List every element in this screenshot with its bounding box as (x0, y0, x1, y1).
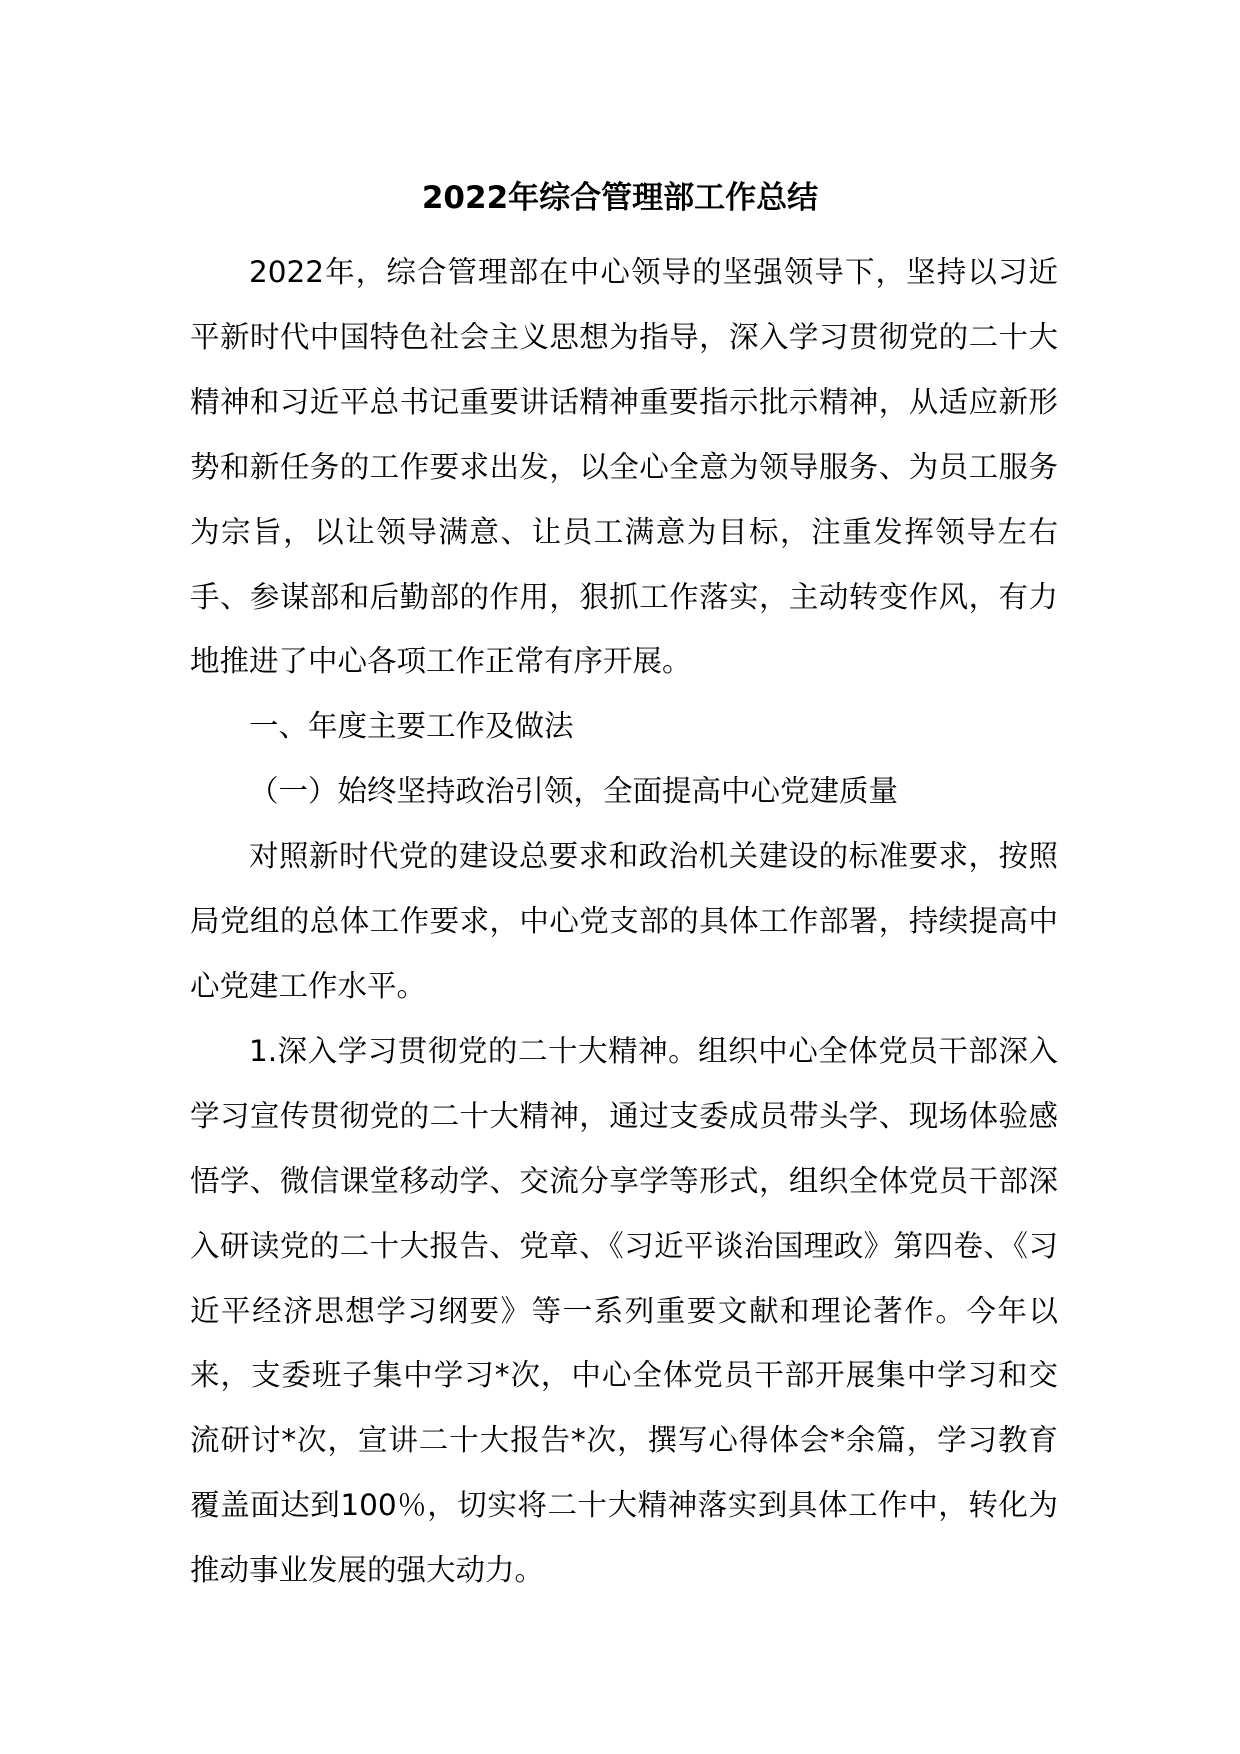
section-heading: 一、年度主要工作及做法 (249, 709, 574, 744)
body-paragraph: 1.深入学习贯彻党的二十大精神。组织中心全体党员干部深入学习宣传贯彻党的二十大精神，通过支委成员带头学、现场体验感悟学、微信课堂移动学、交流分享学等形式，组织全体党员干部深入研读党的二十大报告、党章、《习近平谈治国理政》第四卷、《习近平经济思想学习纲要》等一系列重要文献和理论著作。今年以来，支委班子集中学习*次，中心全体党员干部开展集中学习和交流研讨*次，宣讲二十大报告*次，撰写心得体会*余篇，学习教育覆盖面达到100％，切实将二十大精神落实到具体工作中，转化为推动事业发展的强大动力。 (190, 1033, 1058, 1588)
document-body (190, 240, 1058, 1603)
subsection-heading: （一）始终坚持政治引领，全面提高中心党建质量 (249, 774, 899, 809)
body-paragraph: 对照新时代党的建设总要求和政治机关建设的标准要求，按照局党组的总体工作要求，中心党支部的具体工作部署，持续提高中心党建工作水平。 (190, 839, 1058, 1003)
document-title: 2022年综合管理部工作总结 (421, 180, 819, 216)
intro-paragraph: 2022年，综合管理部在中心领导的坚强领导下，坚持以习近平新时代中国特色社会主义思想为指导，深入学习贯彻党的二十大精神和习近平总书记重要讲话精神重要指示批示精神，从适应新形势和新任务的工作要求出发，以全心全意为领导服务、为员工服务为宗旨，以让领导满意、让员工满意为目标，注重发挥领导左右手、参谋部和后勤部的作用，狠抓工作落实，主动转变作风，有力地推进了中心各项工作正常有序开展。 (190, 255, 1058, 679)
